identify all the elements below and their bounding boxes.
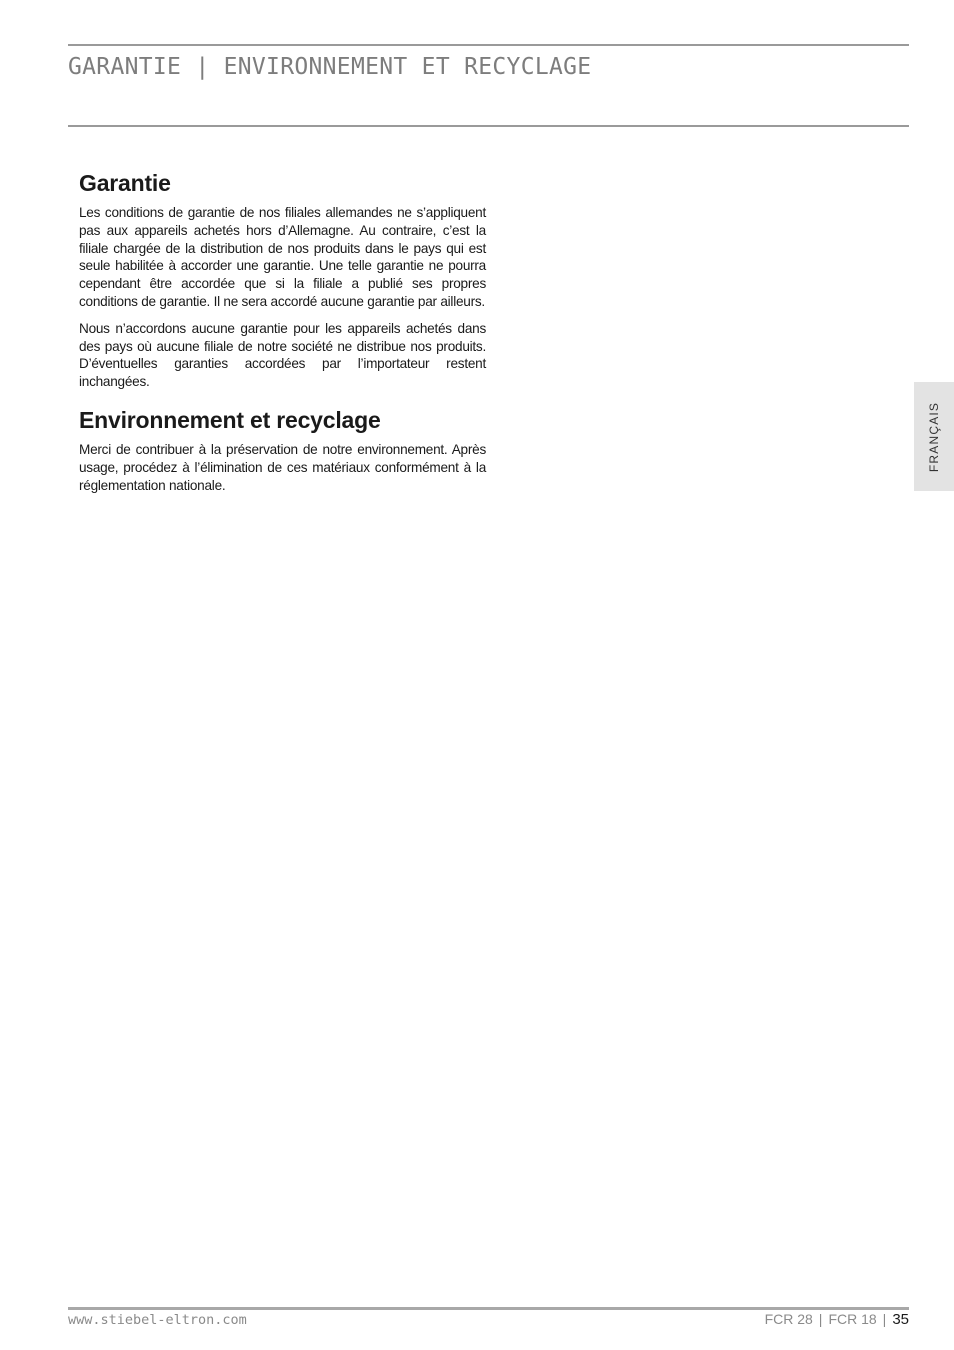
footer-website-url: www.stiebel-eltron.com: [68, 1312, 247, 1328]
language-tab: [914, 382, 954, 491]
section-paragraph: Merci de contribuer à la préservation de notre environnement. Après usage, procédez à l’élimination de ces matériaux conformément à la réglementation nationale.: [79, 441, 486, 493]
language-tab-label: FRANÇAIS: [927, 401, 941, 472]
section-garantie: [79, 168, 486, 391]
footer-model-1: FCR 28: [764, 1311, 813, 1327]
header-top-rule: [68, 44, 909, 46]
footer-rule: [68, 1307, 909, 1310]
footer-separator: |: [818, 1311, 823, 1327]
section-heading: Environnement et recyclage: [79, 406, 381, 433]
footer-separator: |: [882, 1311, 887, 1327]
footer-model-pagination: [765, 1311, 909, 1328]
section-environnement: [79, 405, 486, 494]
footer-model-2: FCR 18: [828, 1311, 877, 1327]
page-header-title: GARANTIE | ENVIRONNEMENT ET RECYCLAGE: [68, 54, 592, 80]
section-heading: Garantie: [79, 170, 171, 196]
page-number: 35: [892, 1311, 909, 1328]
main-content: [79, 168, 486, 503]
section-paragraph: Les conditions de garantie de nos filiales allemandes ne s’appliquent pas aux appareils achetés hors d’Allemagne. Au contraire, c’est la filiale chargée de la distribution de nos produits dans le pays qui est seule habilitée à accorder une garantie. Une telle garantie ne pourra cependant être accordée que si la filiale a publié ses propres conditions de garantie. Il ne sera accordé aucune garantie par ailleurs.: [79, 205, 486, 309]
header-bottom-rule: [68, 125, 909, 127]
section-paragraph: Nous n’accordons aucune garantie pour les appareils achetés dans des pays où aucune filiale de notre société ne distribue nos produits. D’éventuelles garanties accordées par l’importateur restent inchangées.: [79, 320, 486, 390]
